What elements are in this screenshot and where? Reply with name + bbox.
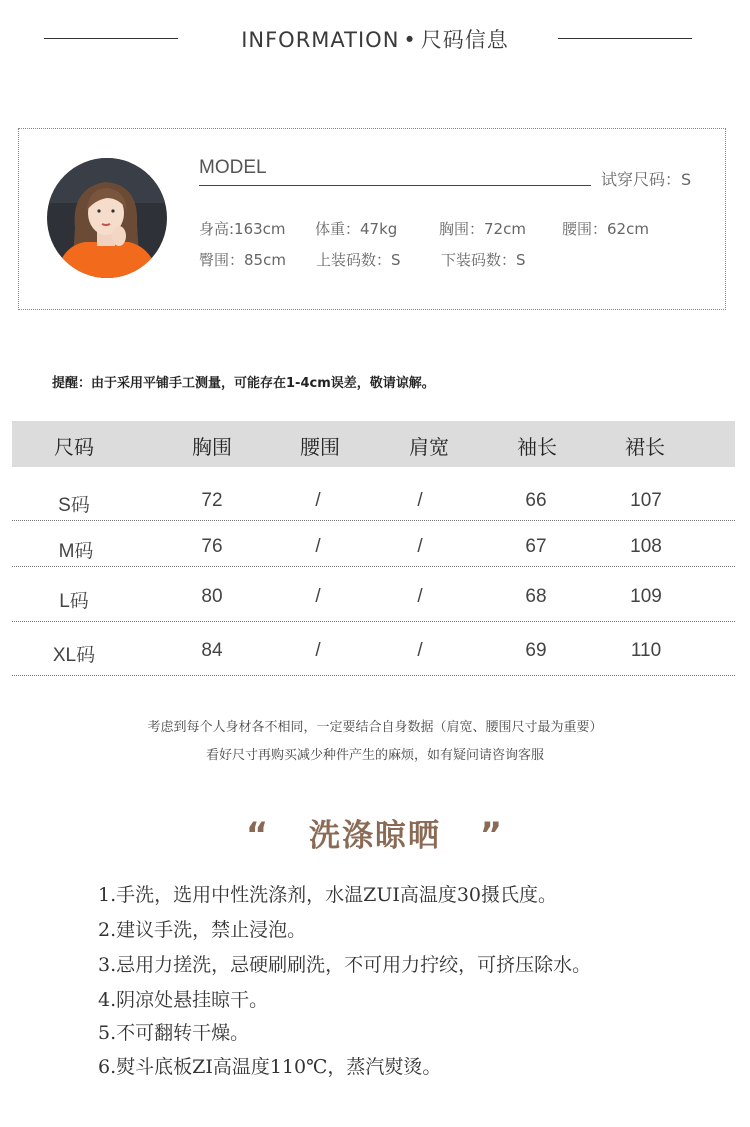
stat-bottom-size: 下装码数：S bbox=[441, 251, 526, 269]
care-item: 1.手洗，选用中性洗涤剂，水温ZUI高温度30摄氏度。 bbox=[98, 884, 558, 906]
title-english: INFORMATION bbox=[241, 28, 400, 52]
model-label: MODEL bbox=[199, 157, 267, 178]
try-size: 试穿尺码：S bbox=[601, 170, 692, 189]
care-item: 3.忌用力搓洗，忌硬刷刷洗，不可用力拧绞，可挤压除水。 bbox=[98, 954, 592, 976]
care-item: 6.熨斗底板ZI高温度110℃，蒸汽熨烫。 bbox=[98, 1056, 442, 1078]
care-item: 2.建议手洗，禁止浸泡。 bbox=[98, 919, 307, 941]
model-info-card bbox=[18, 128, 726, 310]
table-row bbox=[12, 536, 735, 584]
stat-height: 身高:163cm bbox=[199, 220, 286, 238]
size-note-1: 考虑到每个人身材各不相同，一定要结合自身数据（肩宽、腰围尺寸最为重要） bbox=[147, 720, 603, 735]
header-sleeve: 袖长 bbox=[517, 435, 557, 459]
care-item: 5.不可翻转干燥。 bbox=[98, 1022, 250, 1044]
title-chinese: 尺码信息 bbox=[420, 28, 509, 52]
header-bust: 胸围 bbox=[192, 435, 232, 459]
cell-bust: 76 bbox=[201, 536, 223, 557]
cell-skirt-length: 110 bbox=[630, 640, 662, 661]
cell-sleeve: 69 bbox=[525, 640, 547, 661]
stat-top-size: 上装码数：S bbox=[316, 251, 401, 269]
cell-shoulder: / bbox=[417, 490, 423, 511]
cell-waist: / bbox=[315, 586, 321, 607]
care-item: 4.阴凉处悬挂晾干。 bbox=[98, 989, 269, 1011]
header-skirt-length: 裙长 bbox=[625, 435, 665, 459]
cell-shoulder: / bbox=[417, 536, 423, 557]
wash-section-title bbox=[0, 810, 750, 855]
cell-waist: / bbox=[315, 640, 321, 661]
size-table-header bbox=[12, 421, 735, 467]
measurement-reminder: 提醒：由于采用平铺手工测量，可能存在1-4cm误差，敬请谅解。 bbox=[52, 376, 435, 391]
cell-bust: 84 bbox=[201, 640, 223, 661]
cell-sleeve: 66 bbox=[525, 490, 547, 511]
close-quote: ” bbox=[479, 815, 505, 855]
cell-bust: 72 bbox=[201, 490, 223, 511]
row-divider bbox=[12, 566, 735, 567]
wash-title-text: 洗涤晾晒 bbox=[309, 818, 441, 854]
page-title bbox=[0, 24, 750, 54]
open-quote: “ bbox=[245, 815, 271, 855]
cell-waist: / bbox=[315, 536, 321, 557]
cell-sleeve: 67 bbox=[525, 536, 547, 557]
stat-waist: 腰围：62cm bbox=[562, 220, 649, 238]
model-underline bbox=[199, 185, 591, 186]
cell-skirt-length: 108 bbox=[630, 536, 662, 557]
cell-size: M码 bbox=[58, 541, 94, 562]
stat-bust: 胸围：72cm bbox=[439, 220, 526, 238]
cell-shoulder: / bbox=[417, 640, 423, 661]
cell-shoulder: / bbox=[417, 586, 423, 607]
cell-size: S码 bbox=[58, 495, 90, 516]
model-portrait-image bbox=[47, 158, 167, 278]
header-shoulder: 肩宽 bbox=[409, 435, 449, 459]
cell-skirt-length: 109 bbox=[630, 586, 662, 607]
cell-size: XL码 bbox=[52, 645, 96, 666]
cell-skirt-length: 107 bbox=[630, 490, 662, 511]
header-waist: 腰围 bbox=[300, 435, 340, 459]
stat-weight: 体重：47kg bbox=[315, 220, 398, 238]
cell-size: L码 bbox=[59, 591, 89, 612]
title-separator: • bbox=[403, 28, 417, 52]
cell-sleeve: 68 bbox=[525, 586, 547, 607]
row-divider bbox=[12, 621, 735, 622]
size-note-2: 看好尺寸再购买减少种件产生的麻烦，如有疑问请咨询客服 bbox=[205, 748, 544, 763]
row-divider bbox=[12, 675, 735, 676]
table-row bbox=[12, 490, 735, 538]
row-divider bbox=[12, 520, 735, 521]
cell-bust: 80 bbox=[201, 586, 223, 607]
table-row bbox=[12, 640, 735, 688]
header-size: 尺码 bbox=[54, 435, 94, 459]
table-row bbox=[12, 586, 735, 634]
cell-waist: / bbox=[315, 490, 321, 511]
model-avatar bbox=[47, 158, 167, 278]
stat-hip: 臀围：85cm bbox=[199, 251, 286, 269]
